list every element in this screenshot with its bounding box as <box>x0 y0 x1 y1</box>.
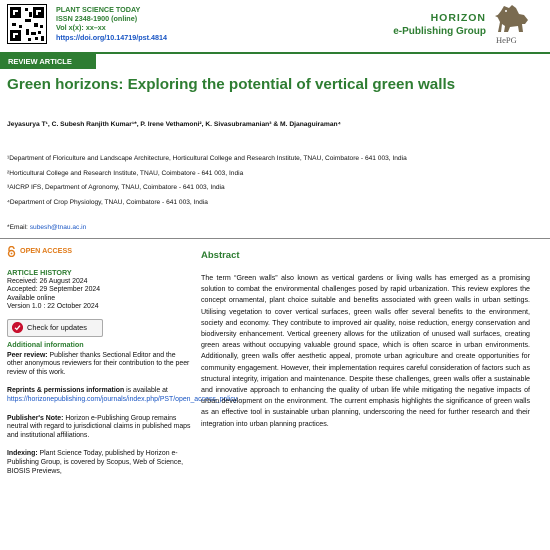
article-history-heading: ARTICLE HISTORY <box>7 268 72 277</box>
corresponding-email <box>7 224 86 231</box>
accepted-date: Accepted: 29 September 2024 <box>7 286 101 294</box>
publisher-note <box>7 415 191 441</box>
available-online: Available online <box>7 294 56 302</box>
affiliation-item: ³AICRP IFS, Department of Agronomy, TNAU, Coimbatore - 641 003, India <box>7 184 225 192</box>
journal-header <box>0 0 550 52</box>
peer-review-note <box>7 352 191 378</box>
reprints-text: is available at <box>126 387 168 395</box>
peer-review-text: Publisher thanks Sectional Editor and the other anonymous reviewers for their contribution to the peer review of this work. <box>7 351 190 376</box>
affiliations <box>7 152 407 210</box>
open-access-badge <box>7 246 191 257</box>
affiliation-item: ²Horticultural College and Research Institute, TNAU, Coimbatore - 641 003, India <box>7 169 244 177</box>
additional-info-heading: Additional information <box>7 339 84 349</box>
journal-issn: ISSN 2348-1900 (online) <box>56 14 138 24</box>
indexing-text: Plant Science Today, published by Horizon e-Publishing Group, is covered by Scopus, Web of Science, BIOSIS Previews, <box>7 450 184 475</box>
peer-review-label: Peer review: <box>7 351 48 359</box>
abstract-heading: Abstract <box>201 250 240 261</box>
received-date: Received: 26 August 2024 <box>7 277 88 285</box>
section-divider <box>0 238 550 239</box>
journal-name: PLANT SCIENCE TODAY <box>56 5 141 14</box>
indexing-note <box>7 450 191 476</box>
update-check-icon <box>12 322 23 333</box>
affiliation-item: ¹Department of Floriculture and Landscape Architecture, Horticultural College and Research Institute, TNAU, Coimbatore - 641 003, India <box>7 155 407 162</box>
publisher-logo <box>492 2 534 46</box>
publisher-line2: e-Publishing Group <box>393 26 486 37</box>
article-history <box>7 278 191 312</box>
publisher-note-label: Publisher's Note: <box>7 414 64 422</box>
logo-text: HePG <box>496 35 517 45</box>
email-link[interactable]: subesh@tnau.ac.in <box>29 224 87 231</box>
version-date: Version 1.0 : 22 October 2024 <box>7 303 99 311</box>
check-for-updates-button[interactable] <box>7 319 103 337</box>
doi-link[interactable]: https://doi.org/10.14719/pst.4814 <box>56 32 168 42</box>
qr-code[interactable] <box>7 4 47 44</box>
journal-info <box>56 5 167 42</box>
article-type-badge: REVIEW ARTICLE <box>0 54 96 69</box>
open-access-policy-link[interactable]: https://horizonepublishing.com/journals/index.php/PST/open_access_policy <box>7 395 238 403</box>
email-label: *Email: <box>7 224 28 231</box>
publisher-name <box>393 12 486 38</box>
abstract-text: The term “Green walls” also known as vertical gardens or living walls has emerged as a promising solution to combat the environmental challenges posed by rapid urbanization. This review explores the concept ornamental, plant choice suitable and benefits associated with green walls in urban settings. Utilising vegetation to cover vertical surfaces, green walls offer several benefits to the environment, society and economy. They contribute to improved air quality, noise reduction, energy conservation and biodiversity enhancement. Vertical greenery allows for the utilization of unused wall surfaces, creating green areas without occupying valuable ground space, which is often scarce in urban environments. Additionally, green walls offer aesthetic appeal, promote urban agriculture and create opportunities for community engagement. However, their implementation requires careful consideration of factors such as structural integrity, irrigation and maintenance. Despite these challenges, green walls offer a sustainable and innovative approach to enhancing the quality of urban life while mitigating the negative impacts of urban development on the environment. The current emphasis highlights the significance of green walls as an effective tool in sustainable urban planning, underscoring the need for further research and their integration into urban planning practices. <box>201 274 530 428</box>
reprints-note <box>7 387 238 404</box>
abstract-section <box>201 250 530 430</box>
open-lock-icon <box>7 246 16 257</box>
article-title: Green horizons: Exploring the potential of vertical green walls <box>7 76 456 93</box>
affiliation-item: ⁴Department of Crop Physiology, TNAU, Coimbatore - 641 003, India <box>7 198 208 206</box>
author-list: Jeyasurya T¹, C. Subesh Ranjith Kumar¹*, P. Irene Vethamoni², K. Sivasubramanian³ & M. Djanaguiraman⁴ <box>7 121 341 128</box>
publisher-line1: HORIZON <box>430 12 486 24</box>
indexing-label: Indexing: <box>7 450 38 458</box>
publisher-note-text: Horizon e-Publishing Group remains neutral with regard to jurisdictional claims in published maps and institutional affiliations. <box>7 414 191 439</box>
check-for-updates-label: Check for updates <box>27 322 87 332</box>
lion-crest-icon <box>492 2 534 36</box>
reprints-label: Reprints & permissions information <box>7 387 125 395</box>
journal-volume: Vol x(x): xx–xx <box>56 23 106 33</box>
open-access-label: OPEN ACCESS <box>20 246 73 256</box>
